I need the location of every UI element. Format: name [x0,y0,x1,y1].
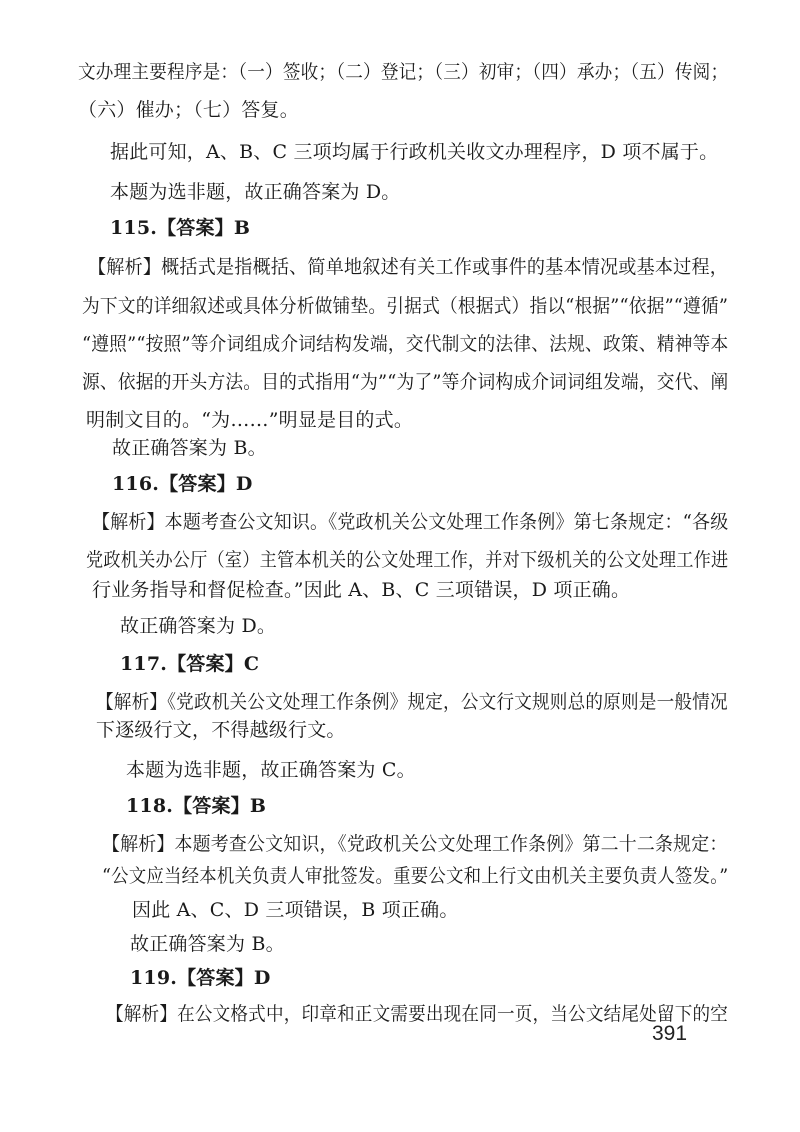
text-line: 下逐级行文，不得越级行文。 [96,719,346,741]
text-line: 故正确答案为 B。 [112,437,267,459]
text-line: 行业务指导和督促检查。”因此 A、B、C 三项错误，D 项正确。 [92,579,631,601]
text-line: 党政机关办公厅（室）主管本机关的公文处理工作，并对下级机关的公文处理工作进 [86,549,729,571]
text-line: “公文应当经本机关负责人审批签发。重要公文和上行文由机关主要负责人签发。” [102,865,729,887]
text-line: 因此 A、C、D 三项错误，B 项正确。 [132,899,459,921]
text-line: 【解析】概括式是指概括、简单地叙述有关工作或事件的基本情况或基本过程， [88,256,729,278]
text-line: 【解析】《党政机关公文处理工作条例》规定，公文行文规则总的原则是一般情况 [96,691,728,713]
text-line: 本题为选非题，故正确答案为 D。 [110,181,401,203]
text-line: “遵照”“按照”等介词组成介词结构发端，交代制文的法律、法规、政策、精神等本 [82,333,729,355]
page-number: 391 [652,1022,688,1045]
text-line: 明制文目的。“为……”明显是目的式。 [86,409,414,431]
text-line: 据此可知，A、B、C 三项均属于行政机关收文办理程序，D 项不属于。 [110,141,719,163]
text-line: 故正确答案为 D。 [120,615,277,637]
text-line: 【解析】在公文格式中，印章和正文需要出现在同一页，当公文结尾处留下的空 [106,1003,729,1025]
text-line: 【解析】本题考查公文知识。《党政机关公文处理工作条例》第七条规定：“各级 [92,511,729,533]
answer-heading: 116.【答案】D [112,473,253,495]
text-line: 【解析】本题考查公文知识，《党政机关公文处理工作条例》第二十二条规定： [102,833,728,855]
text-line: 为下文的详细叙述或具体分析做铺垫。引据式（根据式）指以“根据”“依据”“遵循” [82,295,729,317]
answer-heading: 118.【答案】B [126,795,267,817]
text-line: 源、依据的开头方法。目的式指用“为”“为了”等介词构成介词词组发端，交代、阐 [82,371,729,393]
answer-heading: 117.【答案】C [120,653,260,675]
text-line: 本题为选非题，故正确答案为 C。 [126,759,416,781]
text-line: （六）催办；（七）答复。 [78,99,299,121]
answer-heading: 115.【答案】B [110,217,251,239]
answer-heading: 119.【答案】D [130,967,271,989]
text-line: 文办理主要程序是：（一）签收；（二）登记；（三）初审；（四）承办；（五）传阅； [78,61,729,83]
text-line: 故正确答案为 B。 [130,933,285,955]
